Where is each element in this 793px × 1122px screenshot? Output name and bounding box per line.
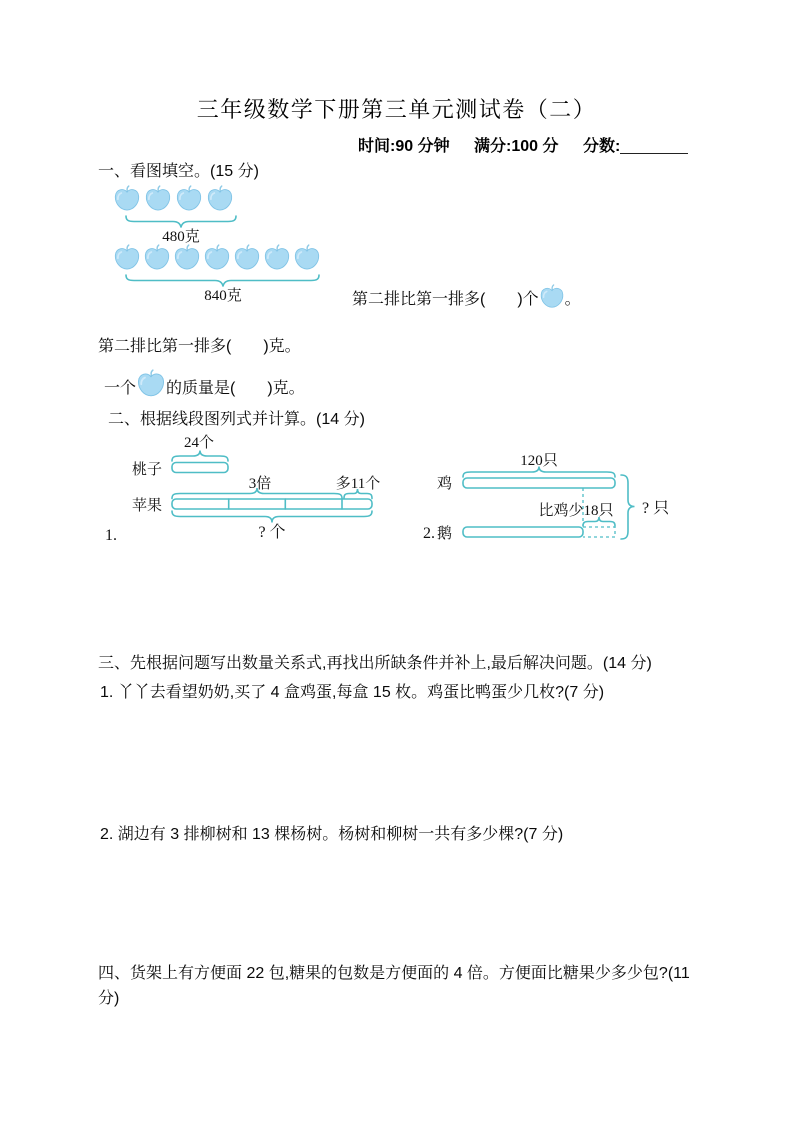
total-right-brace — [621, 475, 635, 539]
row1-brace — [126, 216, 236, 228]
section3-heading: 三、先根据问题写出数量关系式,再找出所缺条件并补上,最后解决问题。(14 分) — [98, 655, 652, 672]
row1-weight-label: 480克 — [162, 229, 200, 245]
question-more-grams: 第二排比第一排多( )克。 — [98, 338, 301, 355]
chicken-count-label: 120只 — [520, 453, 558, 469]
diagram2-number: 2. — [423, 525, 435, 542]
line-segment-diagram-1 — [100, 430, 410, 545]
apple-icon — [136, 369, 166, 399]
apple-row-2 — [115, 245, 318, 269]
peach-brace — [172, 451, 228, 462]
apple-question-label: ? 个 — [258, 524, 286, 541]
extra-label: 多11个 — [335, 476, 381, 492]
apple-row-label: 苹果 — [131, 498, 162, 514]
goose-row-label: 鹅 — [436, 526, 452, 542]
exam-full-score: 满分:100 分 — [474, 138, 559, 155]
diagram1-number: 1. — [105, 527, 117, 544]
page-title: 三年级数学下册第三单元测试卷（二） — [196, 97, 597, 122]
total-brace — [172, 511, 372, 523]
question-more-apples — [352, 284, 581, 310]
chicken-brace — [463, 467, 615, 478]
question-more-apples-text: 第二排比第一排多( )个 — [352, 291, 539, 308]
section3-question2: 2. 湖边有 3 排柳树和 13 棵杨树。杨树和柳树一共有多少棵?(7 分) — [100, 826, 564, 843]
goose-bar-dashed-extension — [583, 527, 615, 537]
exam-time: 时间:90 分钟 — [358, 138, 450, 155]
section4-heading: 四、货架上有方便面 22 包,糖果的包数是方便面的 4 倍。方便面比糖果少多少包?(11 分) — [98, 965, 690, 1007]
peach-count-label: 24个 — [183, 435, 215, 451]
apple-icon — [539, 284, 565, 310]
apple-row-1 — [115, 186, 231, 210]
multiple-label: 3倍 — [248, 476, 272, 492]
peach-row-label: 桃子 — [131, 462, 162, 478]
total-question-label: ? 只 — [642, 500, 670, 517]
peach-bar — [172, 463, 228, 473]
section2-heading: 二、根据线段图列式并计算。(14 分) — [108, 411, 365, 428]
apples-figure — [100, 184, 350, 306]
difference-label: 比鸡少18只 — [538, 503, 614, 519]
exam-info-line — [358, 133, 688, 156]
question-more-apples-period: 。 — [564, 291, 581, 308]
chicken-bar — [463, 478, 615, 488]
question-one-apple-after: 的质量是( )克。 — [166, 380, 305, 397]
row2-weight-label: 840克 — [204, 288, 242, 304]
multiple-brace — [172, 488, 342, 499]
row2-brace — [126, 275, 319, 287]
section3-question1: 1. 丫丫去看望奶奶,买了 4 盒鸡蛋,每盒 15 枚。鸡蛋比鸭蛋少几枚?(7 分) — [100, 684, 605, 701]
section1-heading: 一、看图填空。(15 分) — [98, 163, 259, 180]
score-label: 分数: — [582, 138, 621, 155]
goose-bar — [463, 527, 583, 537]
question-one-apple-mass — [104, 369, 305, 399]
line-segment-diagram-2 — [420, 438, 685, 548]
question-one-apple-before: 一个 — [104, 380, 137, 397]
score-blank-line — [620, 137, 688, 154]
chicken-row-label: 鸡 — [436, 476, 452, 492]
